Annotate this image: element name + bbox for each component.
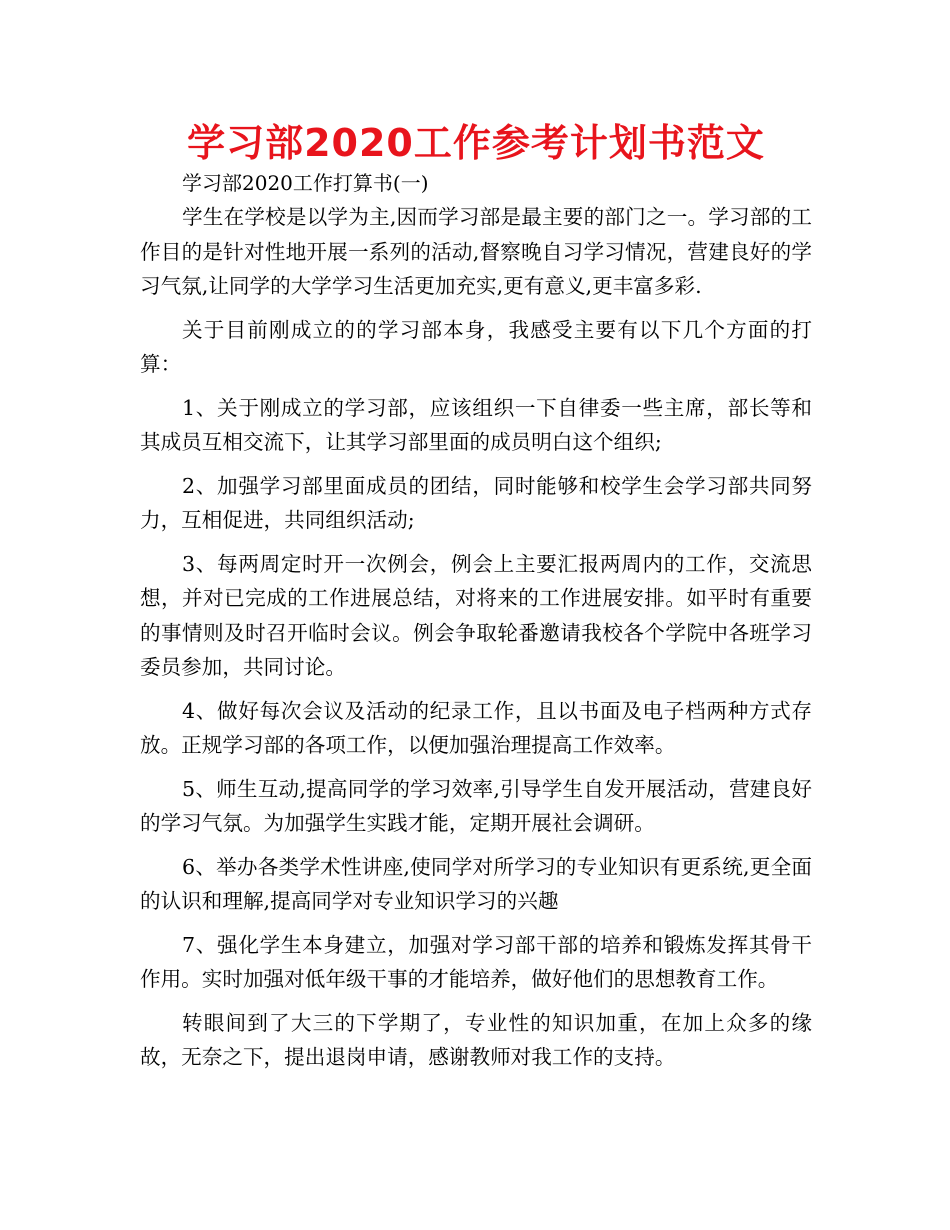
paragraph-item-1: 1、关于刚成立的学习部，应该组织一下自律委一些主席，部长等和其成员互相交流下，让其学习部里面的成员明白这个组织; xyxy=(140,395,812,454)
document-title: 学习部2020工作参考计划书范文 xyxy=(187,121,765,165)
paragraph-item-3: 3、每两周定时开一次例会，例会上主要汇报两周内的工作，交流思想，并对已完成的工作进展总结，对将来的工作进展安排。如平时有重要的事情则及时召开临时会议。例会争取轮番邀请我校各个学院中各班学习委员参加，共同讨论。 xyxy=(140,551,812,679)
document-subtitle: 学习部2020工作打算书(一) xyxy=(182,171,429,195)
paragraph-item-5: 5、师生互动,提高同学的学习效率,引导学生自发开展活动，营建良好的学习气氛。为加强学生实践才能，定期开展社会调研。 xyxy=(140,776,812,835)
paragraph-item-4: 4、做好每次会议及活动的纪录工作，且以书面及电子档两种方式存放。正规学习部的各项工作，以便加强治理提高工作效率。 xyxy=(140,698,812,757)
document-page xyxy=(140,118,812,1084)
paragraph-closing: 转眼间到了大三的下学期了，专业性的知识加重，在加上众多的缘故，无奈之下，提出退岗申请，感谢教师对我工作的支持。 xyxy=(140,1010,812,1069)
paragraph-intro: 学生在学校是以学为主,因而学习部是最主要的部门之一。学习部的工作目的是针对性地开展一系列的活动,督察晚自习学习情况，营建良好的学习气氛,让同学的大学学习生活更加充实,更有意义,更丰富多彩. xyxy=(140,205,812,298)
paragraph-item-2: 2、加强学习部里面成员的团结，同时能够和校学生会学习部共同努力，互相促进，共同组织活动; xyxy=(140,473,812,532)
paragraph-item-7: 7、强化学生本身建立，加强对学习部干部的培养和锻炼发挥其骨干作用。实时加强对低年级干事的才能培养，做好他们的思想教育工作。 xyxy=(140,932,812,991)
paragraph-item-6: 6、举办各类学术性讲座,使同学对所学习的专业知识有更系统,更全面的认识和理解,提高同学对专业知识学习的兴趣 xyxy=(140,854,812,913)
paragraph-plans-lead: 关于目前刚成立的的学习部本身，我感受主要有以下几个方面的打算： xyxy=(140,317,812,376)
